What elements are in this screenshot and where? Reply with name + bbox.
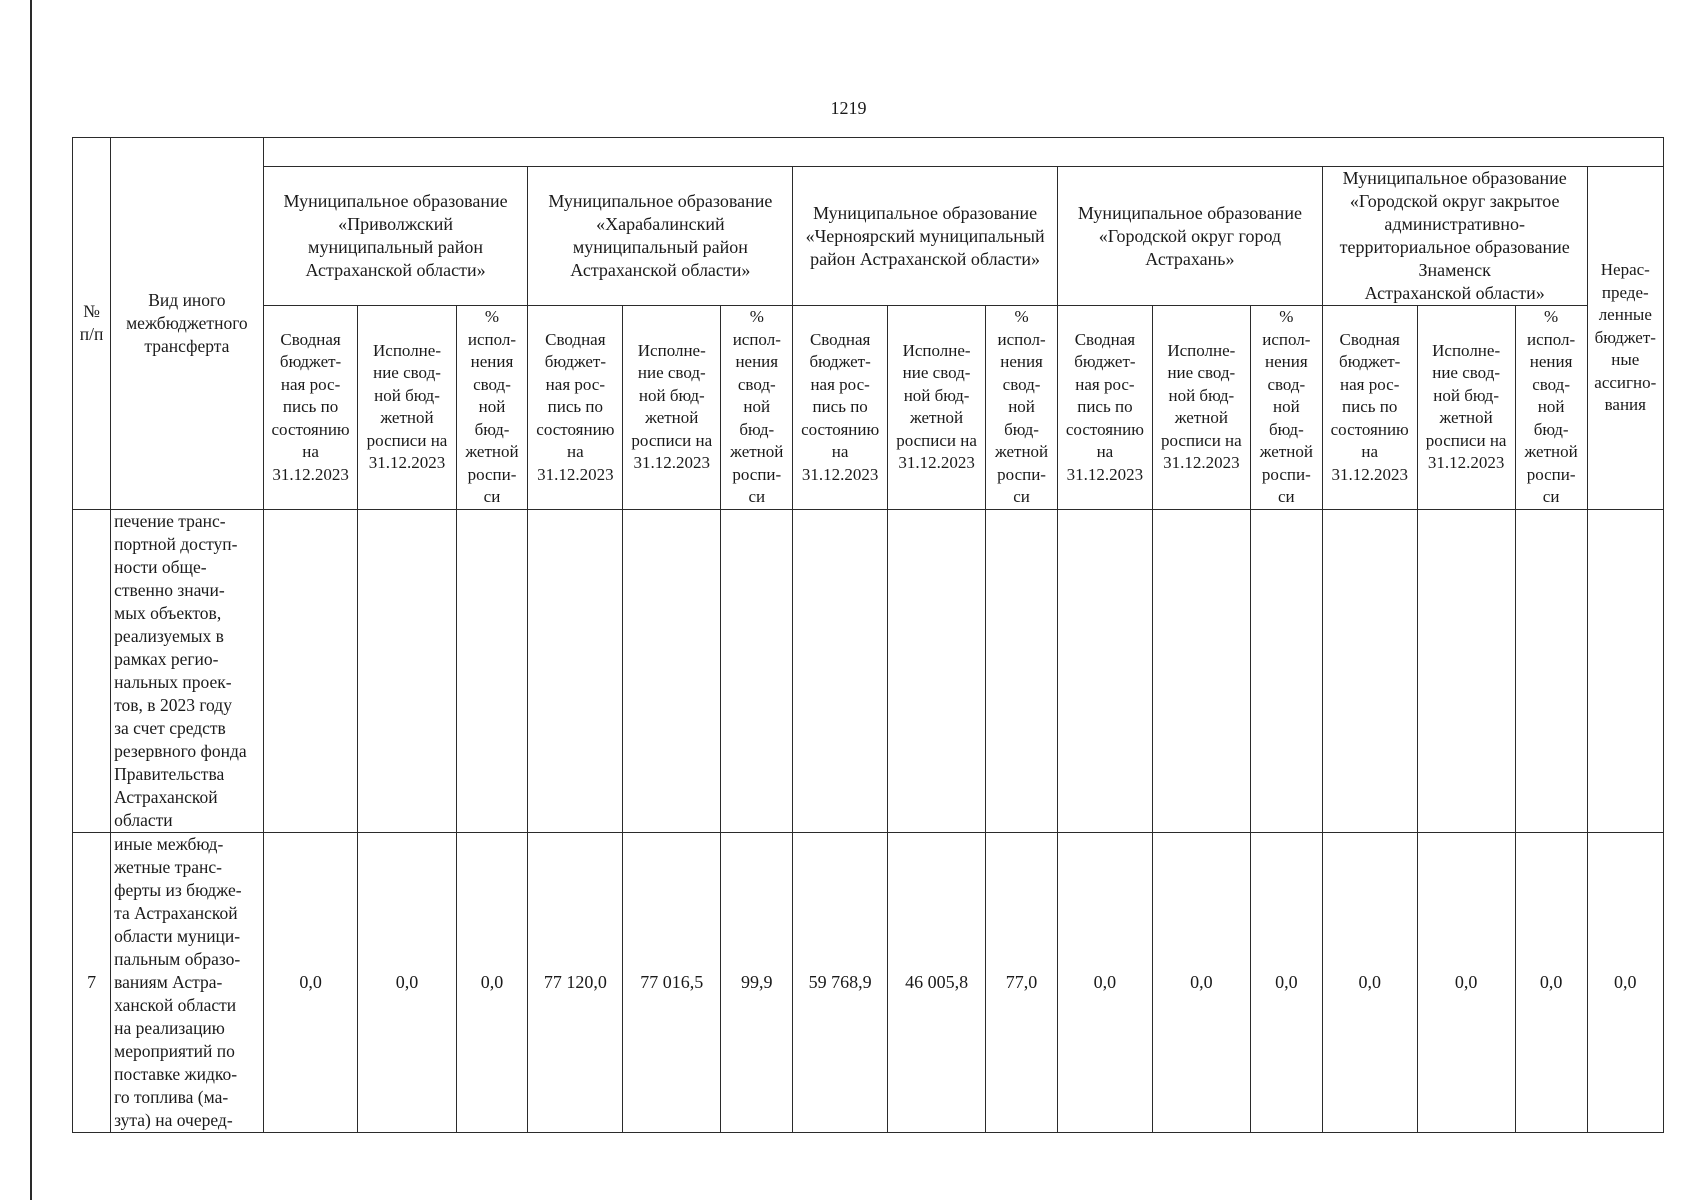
empty-cell (456, 509, 528, 832)
page-edge-line (30, 0, 32, 1200)
header-row-municipalities (73, 167, 1664, 306)
header-pct-cell: % испол- нения свод- ной бюд- жетной роспи- си (1250, 306, 1322, 510)
continuation-type-cell: печение транс- портной доступ- ности обще- ственно значи- мых объектов, реализуемых в рамках регио- нальных проек- тов, в 2023 году за счет средств резервного фонда Правительства Астраханской области (111, 509, 264, 832)
header-municipality-4: Муниципальное образование «Городской округ город Астрахань» (1058, 167, 1323, 306)
empty-cell (623, 509, 721, 832)
row7-value-cell: 0,0 (1250, 832, 1322, 1132)
header-row-subcolumns (73, 306, 1664, 510)
row7-type-cell: иные межбюд- жетные транс- ферты из бюдже- та Астраханской области муници- пальным образо- ваниям Астра- ханской области на реализацию мероприятий по поставке жидко- го топлива (ма- зута) на очеред- (111, 832, 264, 1132)
header-municipality-3: Муниципальное образование «Черноярский муниципальный район Астраханской области» (793, 167, 1058, 306)
row7-value-cell: 59 768,9 (793, 832, 888, 1132)
header-municipality-5: Муниципальное образование «Городской округ закрытое административно- территориальное образование Знаменск Астраханской области» (1322, 167, 1587, 306)
empty-cell (1058, 509, 1153, 832)
row7-value-cell: 0,0 (1152, 832, 1250, 1132)
header-exec-cell: Исполне- ние свод- ной бюд- жетной росписи на 31.12.2023 (623, 306, 721, 510)
table-row-continuation (73, 509, 1664, 832)
row7-value-cell: 0,0 (1417, 832, 1515, 1132)
header-plan-cell: Сводная бюджет- ная рос- пись по состоянию на 31.12.2023 (1322, 306, 1417, 510)
row7-value-cell: 77 016,5 (623, 832, 721, 1132)
budget-table (72, 137, 1664, 1133)
continuation-num-cell (73, 509, 111, 832)
row7-value-cell: 0,0 (1322, 832, 1417, 1132)
row7-value-cell: 77 120,0 (528, 832, 623, 1132)
row7-value-cell: 0,0 (456, 832, 528, 1132)
header-plan-cell: Сводная бюджет- ная рос- пись по состоянию на 31.12.2023 (263, 306, 358, 510)
empty-cell (1250, 509, 1322, 832)
row7-value-cell: 0,0 (358, 832, 456, 1132)
header-plan-cell: Сводная бюджет- ная рос- пись по состоянию на 31.12.2023 (793, 306, 888, 510)
empty-cell (986, 509, 1058, 832)
header-exec-cell: Исполне- ние свод- ной бюд- жетной росписи на 31.12.2023 (1417, 306, 1515, 510)
row7-value-cell: 0,0 (1515, 832, 1587, 1132)
row7-value-cell: 46 005,8 (888, 832, 986, 1132)
empty-cell (888, 509, 986, 832)
empty-cell (263, 509, 358, 832)
empty-cell (1417, 509, 1515, 832)
row7-value-cell: 0,0 (1587, 832, 1663, 1132)
header-unallocated: Нерас- преде- ленные бюджет- ные ассигно- вания (1587, 167, 1663, 510)
header-plan-cell: Сводная бюджет- ная рос- пись по состоянию на 31.12.2023 (1058, 306, 1153, 510)
empty-cell (358, 509, 456, 832)
header-exec-cell: Исполне- ние свод- ной бюд- жетной росписи на 31.12.2023 (888, 306, 986, 510)
empty-cell (1515, 509, 1587, 832)
header-num-cell: № п/п (73, 138, 111, 510)
row7-num-cell: 7 (73, 832, 111, 1132)
header-type-cell: Вид иного межбюджетного трансферта (111, 138, 264, 510)
transfer-table (72, 137, 1664, 1133)
header-row-top (73, 138, 1664, 167)
header-spanning-empty-cell (263, 138, 1663, 167)
header-exec-cell: Исполне- ние свод- ной бюд- жетной росписи на 31.12.2023 (358, 306, 456, 510)
empty-cell (793, 509, 888, 832)
header-pct-cell: % испол- нения свод- ной бюд- жетной роспи- си (986, 306, 1058, 510)
empty-cell (1587, 509, 1663, 832)
header-plan-cell: Сводная бюджет- ная рос- пись по состоянию на 31.12.2023 (528, 306, 623, 510)
empty-cell (528, 509, 623, 832)
row7-value-cell: 77,0 (986, 832, 1058, 1132)
header-pct-cell: % испол- нения свод- ной бюд- жетной роспи- си (1515, 306, 1587, 510)
empty-cell (1152, 509, 1250, 832)
page-number: 1219 (830, 98, 867, 118)
table-row-7 (73, 832, 1664, 1132)
empty-cell (721, 509, 793, 832)
empty-cell (1322, 509, 1417, 832)
header-municipality-1: Муниципальное образование «Приволжский муниципальный район Астраханской области» (263, 167, 528, 306)
header-municipality-2: Муниципальное образование «Харабалинский муниципальный район Астраханской области» (528, 167, 793, 306)
row7-value-cell: 0,0 (1058, 832, 1153, 1132)
row7-value-cell: 99,9 (721, 832, 793, 1132)
row7-value-cell: 0,0 (263, 832, 358, 1132)
header-exec-cell: Исполне- ние свод- ной бюд- жетной росписи на 31.12.2023 (1152, 306, 1250, 510)
header-pct-cell: % испол- нения свод- ной бюд- жетной роспи- си (456, 306, 528, 510)
header-pct-cell: % испол- нения свод- ной бюд- жетной роспи- си (721, 306, 793, 510)
